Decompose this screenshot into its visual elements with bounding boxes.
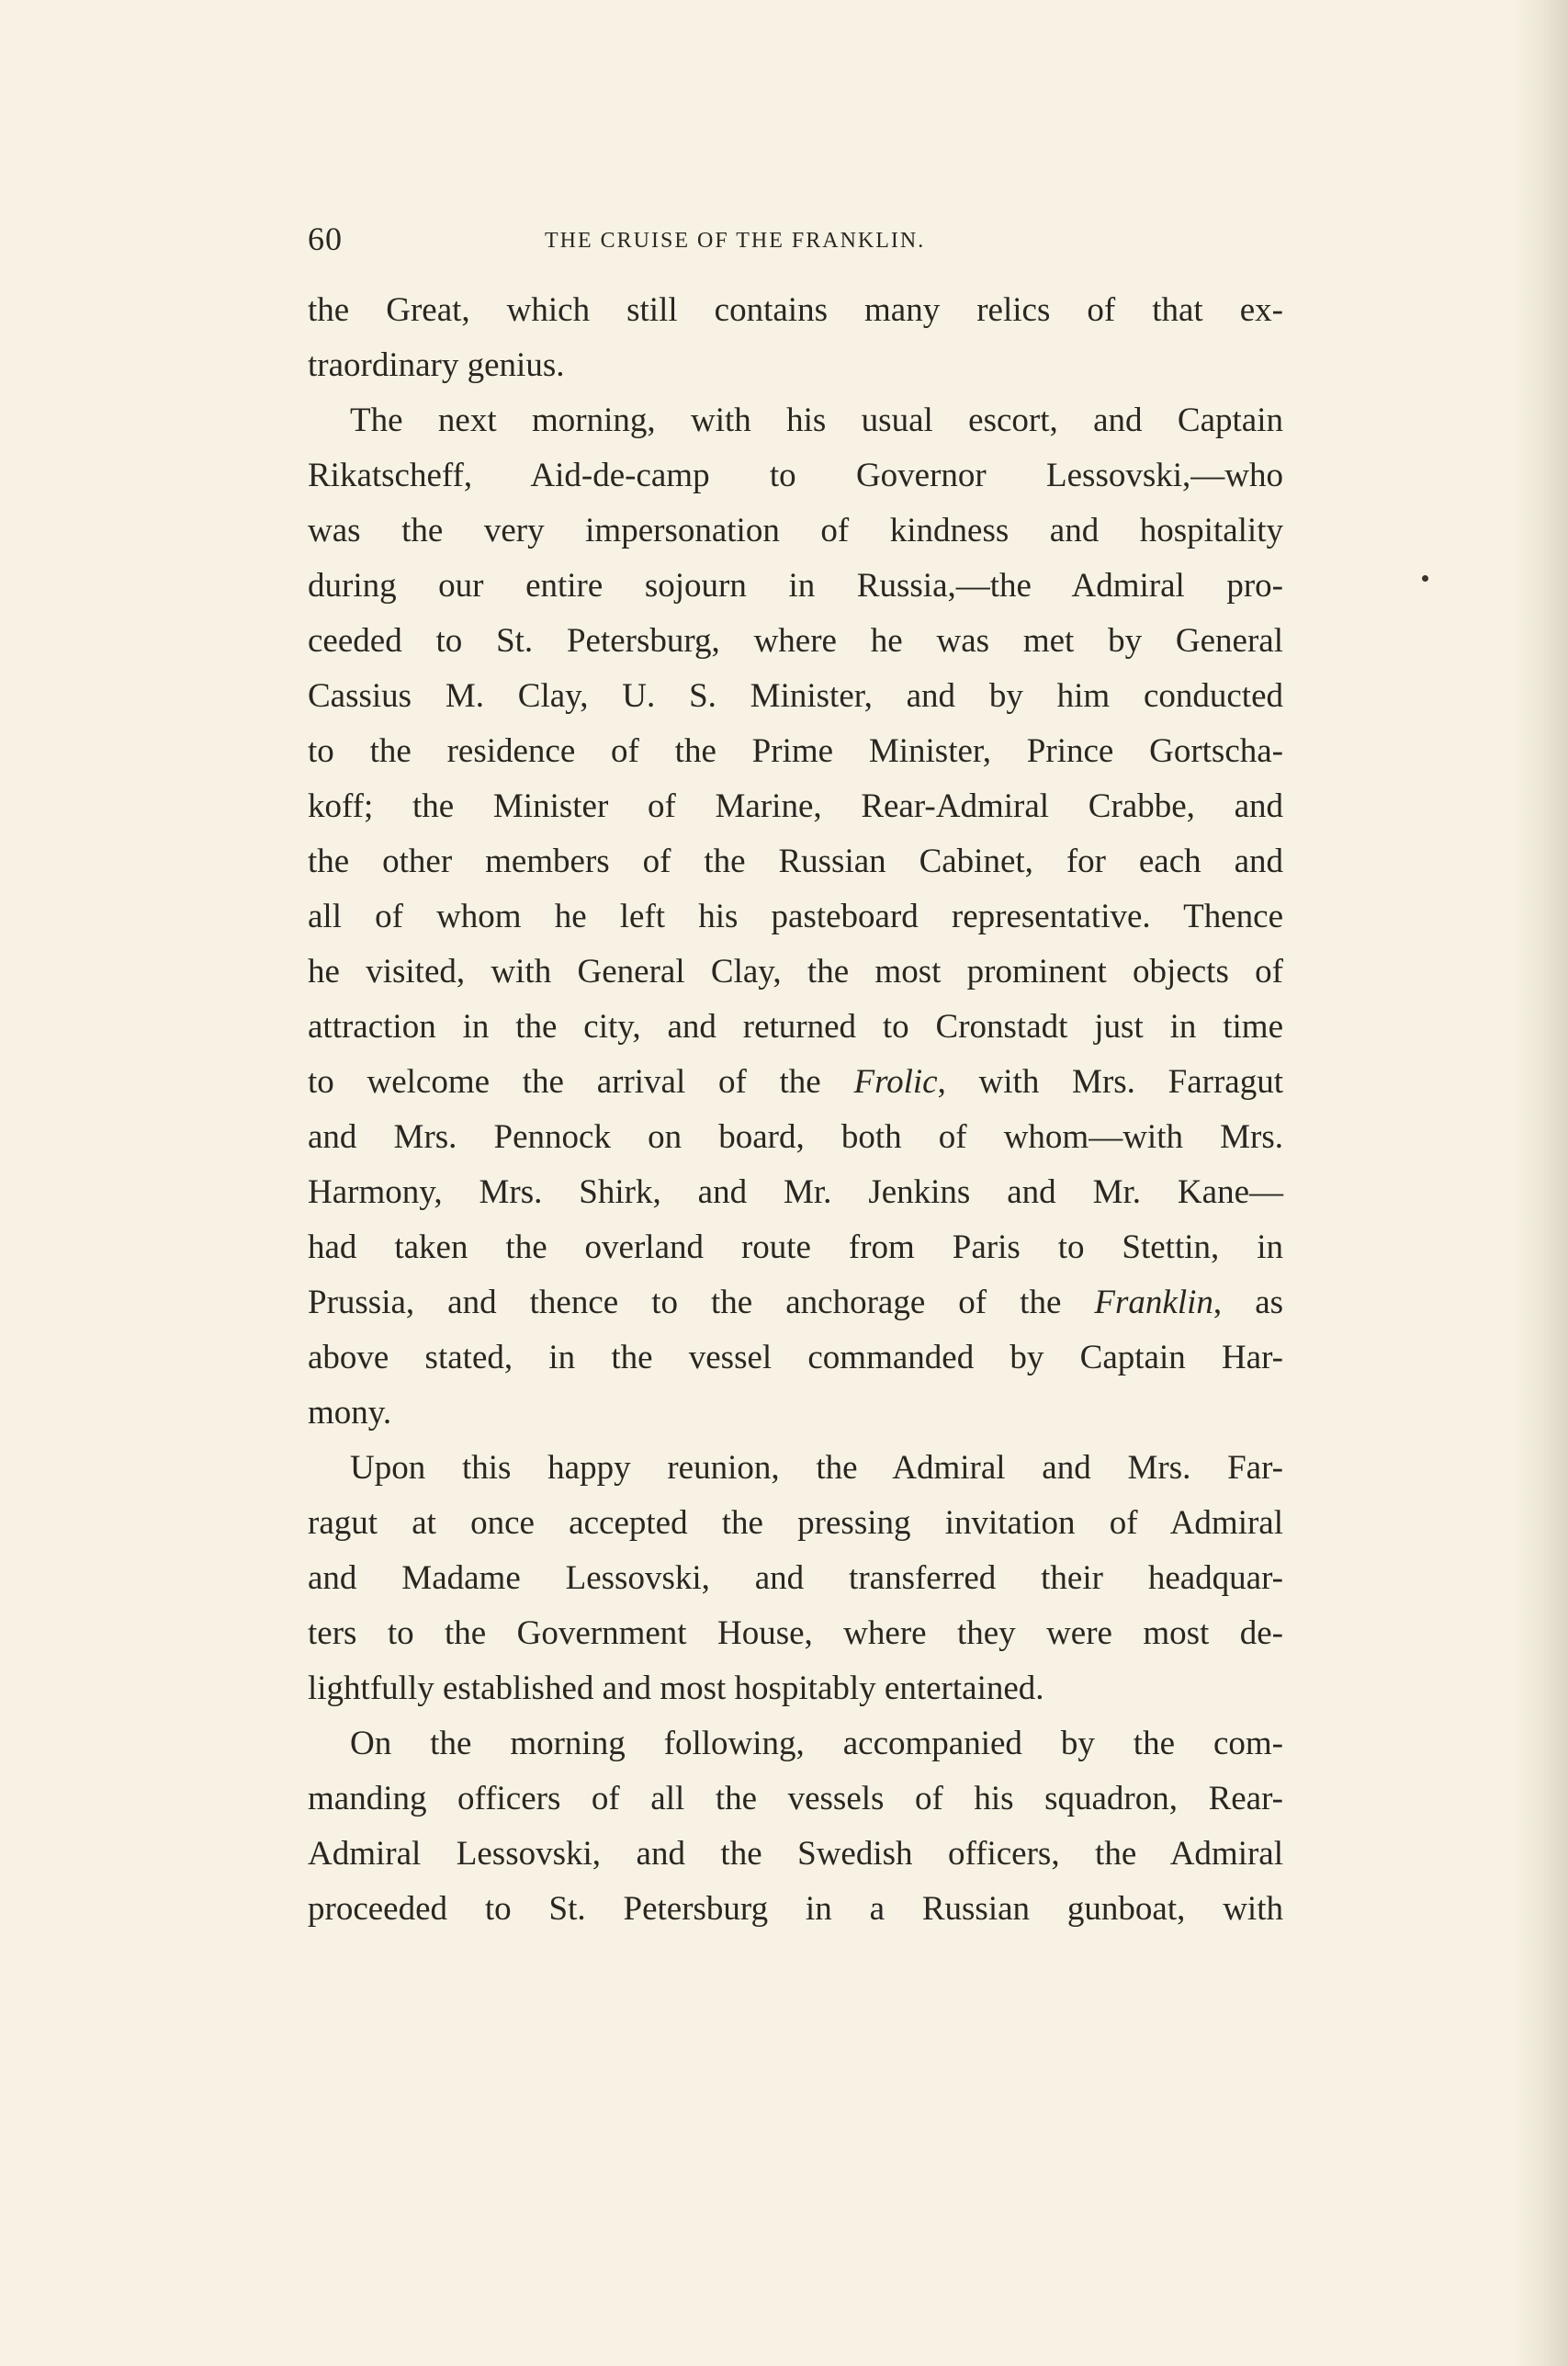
text-line: the Great, which still contains many relics of that ex- (308, 291, 1283, 329)
text-line: Harmony, Mrs. Shirk, and Mr. Jenkins and Mr. Kane— (308, 1173, 1283, 1211)
text-line: Cassius M. Clay, U. S. Minister, and by him conducted (308, 677, 1283, 715)
text-line: On the morning following, accompanied by the com- (350, 1725, 1283, 1762)
text-line: traordinary genius. (308, 346, 565, 384)
text-line: was the very impersonation of kindness and hospitality (308, 512, 1283, 549)
text-segment: to welcome the arrival of the (308, 1063, 821, 1101)
text-line (308, 1275, 1283, 1330)
text-line: Upon this happy reunion, the Admiral and Mrs. Far- (350, 1449, 1283, 1487)
text-line: to the residence of the Prime Minister, Prince Gortscha- (308, 732, 1283, 770)
body-text (308, 283, 1283, 1937)
text-line: Rikatscheff, Aid-de-camp to Governor Lessovski,—who (308, 457, 1283, 494)
text-line: all of whom he left his pasteboard representative. Thence (308, 898, 1283, 935)
text-line: koff; the Minister of Marine, Rear-Admiral Crabbe, and (308, 787, 1283, 825)
text-line: lightfully established and most hospitably entertained. (308, 1670, 1044, 1707)
text-line: during our entire sojourn in Russia,—the Admiral pro- (308, 567, 1283, 605)
text-line: Admiral Lessovski, and the Swedish officers, the Admiral (308, 1835, 1283, 1873)
text-line: manding officers of all the vessels of his squadron, Rear- (308, 1780, 1283, 1817)
ink-speck (1422, 575, 1428, 582)
text-line: The next morning, with his usual escort, and Captain (350, 402, 1283, 439)
running-title: THE CRUISE OF THE FRANKLIN. (545, 229, 926, 253)
text-line: above stated, in the vessel commanded by Captain Har- (308, 1339, 1283, 1376)
page-header (308, 219, 1283, 259)
text-line: ragut at once accepted the pressing invitation of Admiral (308, 1504, 1283, 1542)
text-line: he visited, with General Clay, the most prominent objects of (308, 953, 1283, 991)
ship-name-franklin: Franklin (1094, 1284, 1213, 1321)
page-edge-shadow (1513, 0, 1568, 2366)
text-segment: , with Mrs. Farragut (937, 1063, 1283, 1101)
text-segment: , as (1213, 1284, 1284, 1321)
ship-name-frolic: Frolic (853, 1063, 938, 1101)
text-line: attraction in the city, and returned to Cronstadt just in time (308, 1008, 1283, 1046)
text-line: the other members of the Russian Cabinet, for each and (308, 843, 1283, 880)
text-line: mony. (308, 1394, 392, 1432)
text-line: and Mrs. Pennock on board, both of whom—with Mrs. (308, 1118, 1283, 1156)
text-line: proceeded to St. Petersburg in a Russian gunboat, with (308, 1890, 1283, 1928)
text-line: ters to the Government House, where they were most de- (308, 1614, 1283, 1652)
text-line: had taken the overland route from Paris to Stettin, in (308, 1228, 1283, 1266)
text-segment: Prussia, and thence to the anchorage of the (308, 1284, 1062, 1321)
text-line (308, 1055, 1283, 1110)
text-line: ceeded to St. Petersburg, where he was met by General (308, 622, 1283, 660)
page-number: 60 (308, 221, 343, 257)
text-line: and Madame Lessovski, and transferred their headquar- (308, 1559, 1283, 1597)
